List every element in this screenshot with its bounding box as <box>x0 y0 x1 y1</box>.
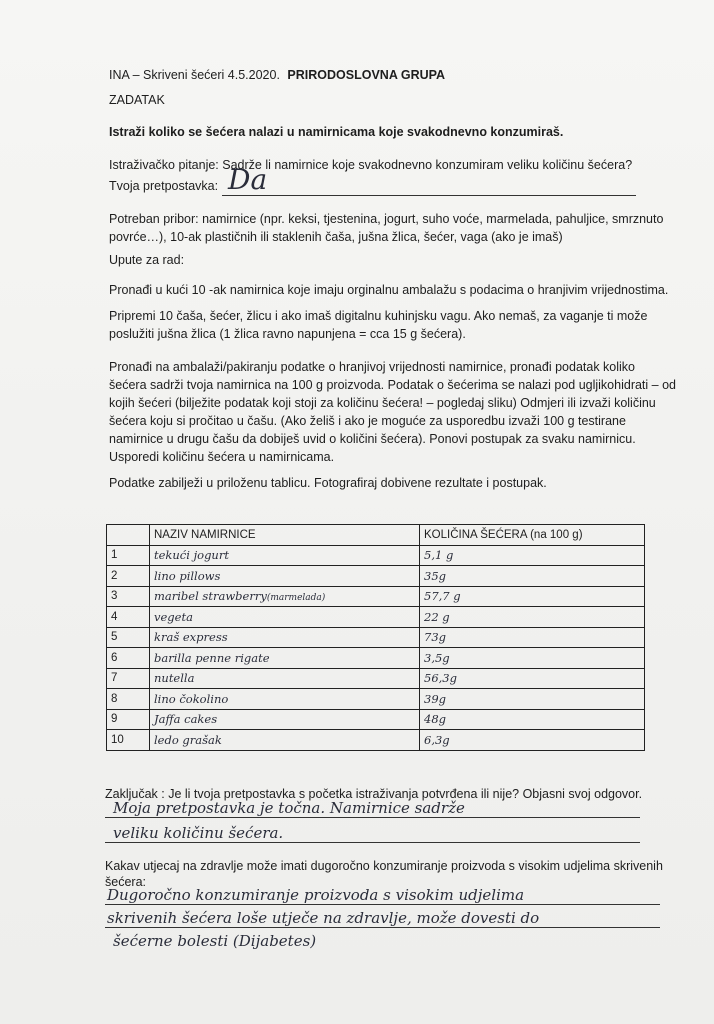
food-name: kraš express <box>150 627 420 648</box>
row-number: 4 <box>107 607 150 628</box>
food-name: lino pillows <box>150 566 420 587</box>
instructions-p3-line: Pronađi na ambalaži/pakiranju podatke o hranjivoj vrijednosti namirnice, pronađi podatak koliko <box>109 360 636 374</box>
instructions-title: Upute za rad: <box>109 253 185 267</box>
food-name: vegeta <box>150 607 420 628</box>
instructions-p4: Podatke zabilježi u priloženu tablicu. Fotografiraj dobivene rezultate i postupak. <box>109 476 547 490</box>
health-question-line-1: Kakav utjecaj na zdravlje može imati dugoročno konzumiranje proizvoda s visokim udjelima skrivenih <box>105 859 663 873</box>
sugar-amount: 5,1 g <box>420 545 645 566</box>
answer-line <box>105 842 640 843</box>
table-header-sugar: KOLIČINA ŠEĆERA (na 100 g) <box>420 525 645 546</box>
health-answer-line-2: skrivenih šećera loše utječe na zdravlje, može dovesti do <box>107 909 540 927</box>
health-answer-line-3: šećerne bolesti (Dijabetes) <box>113 932 317 950</box>
task-heading: Istraži koliko se šećera nalazi u namirnicama koje svakodnevno konzumiraš. <box>109 125 564 139</box>
table-row <box>107 566 645 587</box>
answer-line <box>105 927 660 928</box>
health-answer-line-1: Dugoročno konzumiranje proizvoda s visokim udjelima <box>107 886 525 904</box>
instructions-p3-line: Usporedi količinu šećera u namirnicama. <box>109 450 335 464</box>
conclusion-question: Zaključak : Je li tvoja pretpostavka s početka istraživanja potvrđena ili nije? Objasni svoj odgovor. <box>105 787 643 801</box>
food-name-cell <box>150 586 420 607</box>
conclusion-answer-line-1: Moja pretpostavka je točna. Namirnice sadrže <box>113 799 465 817</box>
table-row <box>107 545 645 566</box>
table-row <box>107 627 645 648</box>
row-number: 1 <box>107 545 150 566</box>
row-number: 6 <box>107 648 150 669</box>
hypothesis-answer: Da <box>228 163 268 196</box>
row-number: 3 <box>107 586 150 607</box>
food-name: lino čokolino <box>150 689 420 710</box>
answer-line <box>105 817 640 818</box>
table-header-row <box>107 525 645 546</box>
hypothesis-label: Tvoja pretpostavka: <box>109 179 219 193</box>
food-name: ledo grašak <box>150 730 420 751</box>
table-row <box>107 586 645 607</box>
table-row <box>107 607 645 628</box>
sugar-amount: 3,5g <box>420 648 645 669</box>
row-number: 2 <box>107 566 150 587</box>
sugar-amount: 73g <box>420 627 645 648</box>
sugar-amount: 48g <box>420 709 645 730</box>
sugar-amount: 56,3g <box>420 668 645 689</box>
row-number: 5 <box>107 627 150 648</box>
food-name: maribel strawberry <box>154 589 267 604</box>
row-number: 10 <box>107 730 150 751</box>
health-question-line-2: šećera: <box>105 875 146 889</box>
instructions-p3-line: kojih šećeri (bilježite podatak koji stoji za količinu šećera! – pogledaj sliku) Odmjeri ili izvaži količinu <box>109 396 656 410</box>
food-name: nutella <box>150 668 420 689</box>
instructions-p1: Pronađi u kući 10 -ak namirnica koje imaju orginalnu ambalažu s podacima o hranjivim vrijednostima. <box>109 283 669 297</box>
table-row <box>107 668 645 689</box>
instructions-p3-line: šećera sadrži tvoja namirnica na 100 g proizvoda. Podatak o šećerima se nalazi pod ugljikohidrati – od <box>109 378 676 392</box>
table-row <box>107 709 645 730</box>
row-number: 9 <box>107 709 150 730</box>
food-name: barilla penne rigate <box>150 648 420 669</box>
table-row <box>107 648 645 669</box>
food-name: tekući jogurt <box>150 545 420 566</box>
header-line <box>109 67 445 83</box>
answer-line <box>105 904 660 905</box>
header-group: PRIRODOSLOVNA GRUPA <box>287 68 446 82</box>
research-question: Istraživačko pitanje: Sadrže li namirnice koje svakodnevno konzumiram veliku količinu šećera? <box>109 158 633 172</box>
table-row <box>107 689 645 710</box>
sugar-table <box>106 524 645 751</box>
row-number: 8 <box>107 689 150 710</box>
food-name: Jaffa cakes <box>150 709 420 730</box>
table-header-number <box>107 525 150 546</box>
sugar-amount: 35g <box>420 566 645 587</box>
instructions-p3-line: šećera koju si pročitao u čašu. (Ako želiš i ako je moguće za usporedbu izvaži 100 g testirane <box>109 414 626 428</box>
sugar-amount: 6,3g <box>420 730 645 751</box>
equipment-line-1: Potreban pribor: namirnice (npr. keksi, tjestenina, jogurt, suho voće, marmelada, pahuljice, smrznuto <box>109 212 664 226</box>
equipment-line-2: povrće…), 10-ak plastičnih ili staklenih čaša, jušna žlica, šećer, vaga (ako je imaš) <box>109 230 563 244</box>
table-header-name: NAZIV NAMIRNICE <box>150 525 420 546</box>
instructions-p2-line: Pripremi 10 čaša, šećer, žlicu i ako imaš digitalnu kuhinjsku vagu. Ako nemaš, za vaganje ti može <box>109 309 648 323</box>
task-label: ZADATAK <box>109 93 165 107</box>
sugar-amount: 22 g <box>420 607 645 628</box>
table-row <box>107 730 645 751</box>
sugar-amount: 39g <box>420 689 645 710</box>
header-title: INA – Skriveni šećeri 4.5.2020. <box>109 68 280 82</box>
hypothesis-line <box>222 195 636 196</box>
instructions-p3-line: namirnice u drugu čašu da dobiješ uvid o količini šećera). Ponovi postupak za svaku namirnicu. <box>109 432 636 446</box>
food-name-note: (marmelada) <box>266 593 326 604</box>
instructions-p2-line: poslužiti jušna žlica (1 žlica ravno napunjena = cca 15 g šećera). <box>109 327 466 341</box>
sugar-amount: 57,7 g <box>420 586 645 607</box>
conclusion-answer-line-2: veliku količinu šećera. <box>113 824 284 842</box>
row-number: 7 <box>107 668 150 689</box>
